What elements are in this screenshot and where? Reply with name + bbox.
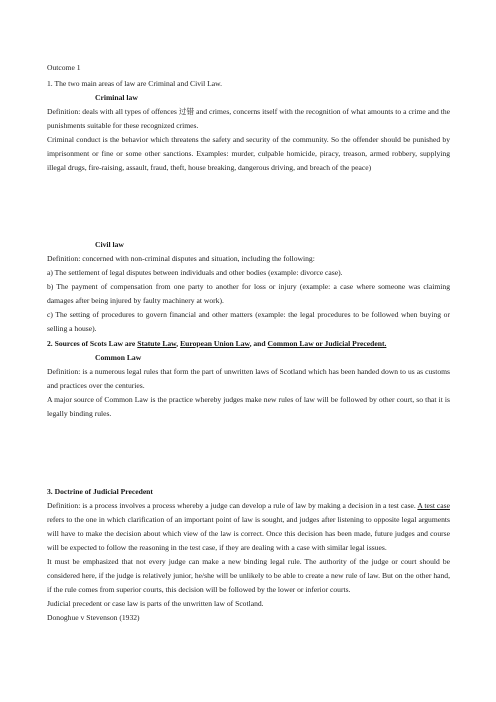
- criminal-law-title: Criminal law: [95, 93, 138, 102]
- civil-law-definition: Definition: concerned with non-criminal disputes and situation, including the following:: [47, 254, 315, 263]
- section-3-heading: 3. Doctrine of Judicial Precedent: [47, 487, 153, 496]
- judicial-authority-paragraph: It must be emphasized that not every judge can make a new binding legal rule. The authority of the judge or court should be considered here, if the judge is relatively junior, he/she will be unlikely to be able to create a new rule of law. But on the other hand, if the rule comes from superior courts, this decision will be followed by the lower or inferior courts.: [47, 557, 450, 594]
- outcome-heading: Outcome 1: [47, 63, 81, 72]
- source-eu-law: European Union Law: [180, 339, 250, 348]
- civil-law-title: Civil law: [95, 240, 124, 249]
- section-2: [47, 337, 450, 421]
- source-statute-law: Statute Law: [137, 339, 177, 348]
- civil-law-block: [47, 238, 450, 336]
- common-law-title: Common Law: [95, 353, 142, 362]
- criminal-law-definition: Definition: deals with all types of offences 过错 and crimes, concerns itself with the recognition of what amounts to a crime and the punishments suitable for these recognized crimes.: [47, 107, 450, 130]
- section-2-heading: 2. Sources of Scots Law are Statute Law, European Union Law, and Common Law or Judicial Precedent.: [47, 339, 387, 348]
- section-1: [47, 77, 450, 175]
- section-3: [47, 485, 450, 625]
- common-law-definition: Definition: is a numerous legal rules that form the part of unwritten laws of Scotland which has been handed down to us as customs and practices over the centuries.: [47, 367, 450, 390]
- section-1-heading: 1. The two main areas of law are Criminal and Civil Law.: [47, 79, 223, 88]
- civil-law-item-c: c) The setting of procedures to govern financial and other matters (example: the legal procedures to be followed when buying or selling a house).: [47, 310, 450, 333]
- test-case-term: A test case: [417, 501, 450, 510]
- common-law-major-source: A major source of Common Law is the practice whereby judges make new rules of law will be followed by other court, so that it is legally binding rules.: [47, 395, 450, 418]
- judicial-precedent-definition: Definition: is a process involves a process whereby a judge can develop a rule of law by making a decision in a test case. A test case refers to the one in which clarification of an important point of law is sought, and judges after listening to opposite legal arguments will have to make the decision about which view of the law is correct. Once this decision has been made, future judges and course will be expected to follow the reasoning in the test case, if they are dealing with a case with similar legal issues.: [47, 501, 450, 552]
- civil-law-item-a: a) The settlement of legal disputes between individuals and other bodies (example: divorce case).: [47, 268, 343, 277]
- source-common-law: Common Law or Judicial Precedent.: [267, 339, 387, 348]
- civil-law-item-b: b) The payment of compensation from one party to another for loss or injury (example: a case where someone was claiming damages after being injured by faulty machinery at work).: [47, 282, 450, 305]
- case-citation: Donoghue v Stevenson (1932): [47, 613, 140, 622]
- case-law-note: Judicial precedent or case law is parts of the unwritten law of Scotland.: [47, 599, 264, 608]
- criminal-conduct-paragraph: Criminal conduct is the behavior which threatens the safety and security of the community. So the offender should be punished by imprisonment or fine or some other sanctions. Examples: murder, culpable homicide, piracy, treason, armed robbery, supplying illegal drugs, fire-raising, assault, fraud, theft, house breaking, dangerous driving, and breach of the peace): [47, 135, 450, 172]
